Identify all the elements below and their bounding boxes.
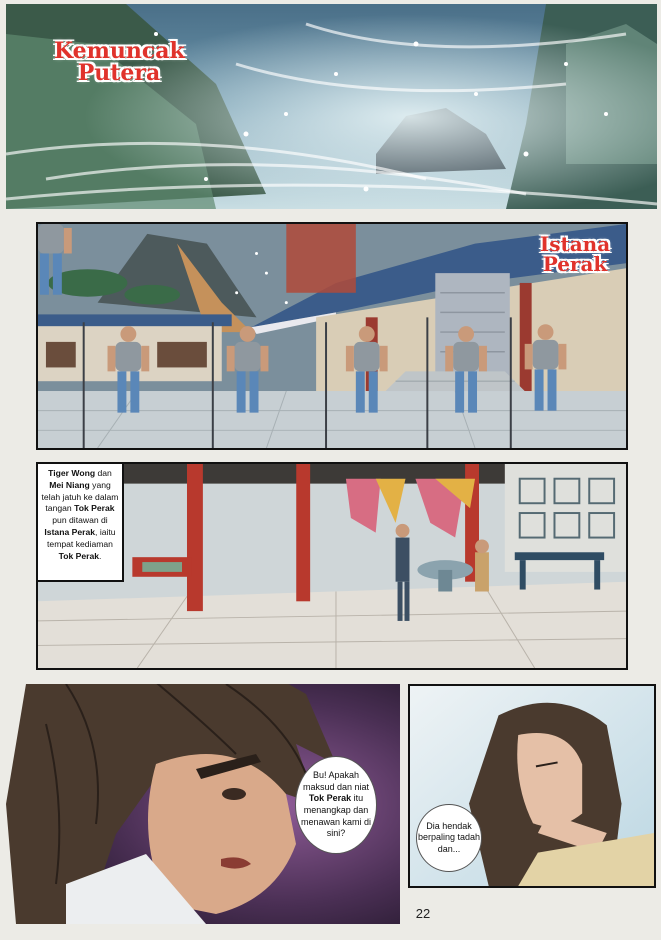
caption-name-istana-perak: Istana Perak <box>44 526 96 537</box>
caption-name-tiger-wong: Tiger Wong <box>48 468 96 478</box>
caption-name-tok-perak: Tok Perak <box>58 550 100 561</box>
caption-text: yang telah jatuh ke dalam tangan <box>41 479 119 514</box>
caption-text: . <box>99 550 102 561</box>
narration-caption <box>38 464 124 582</box>
panel-storm-mountains <box>6 4 657 209</box>
caption-text: pun ditawan di <box>52 515 108 526</box>
bubble-text: Dia hendak berpaling tadah dan... <box>417 820 481 854</box>
page-number: 22 <box>415 906 431 921</box>
panel-palace-guards <box>36 222 628 450</box>
location-title <box>530 234 620 274</box>
bubble-text: itu menangkap dan menawan kami di sini? <box>300 793 372 839</box>
caption-name-mei-niang: Mei Niang <box>49 479 90 490</box>
hall-illustration <box>38 464 626 668</box>
bubble-text: Bu! Apakah maksud dan niat <box>302 770 370 792</box>
speech-bubble-mei-niang <box>416 804 482 872</box>
location-title-line2: Perak <box>542 252 608 276</box>
series-title <box>54 40 184 84</box>
series-title-line1: Kemuncak <box>54 38 185 64</box>
caption-text: dan <box>95 468 112 478</box>
caption-text: , iaitu tempat kediaman <box>47 526 116 549</box>
panel-mei-niang <box>408 684 656 888</box>
speech-bubble-tiger-wong <box>295 756 377 854</box>
bubble-name-tok-perak: Tok Perak <box>308 793 352 804</box>
location-title-line1: Istana <box>539 232 611 256</box>
panel-tiger-wong-closeup <box>6 684 400 924</box>
caption-name-tok-perak: Tok Perak <box>74 503 115 514</box>
storm-illustration <box>6 4 657 209</box>
panel-palace-hall <box>36 462 628 670</box>
series-title-line2: Putera <box>77 60 161 86</box>
